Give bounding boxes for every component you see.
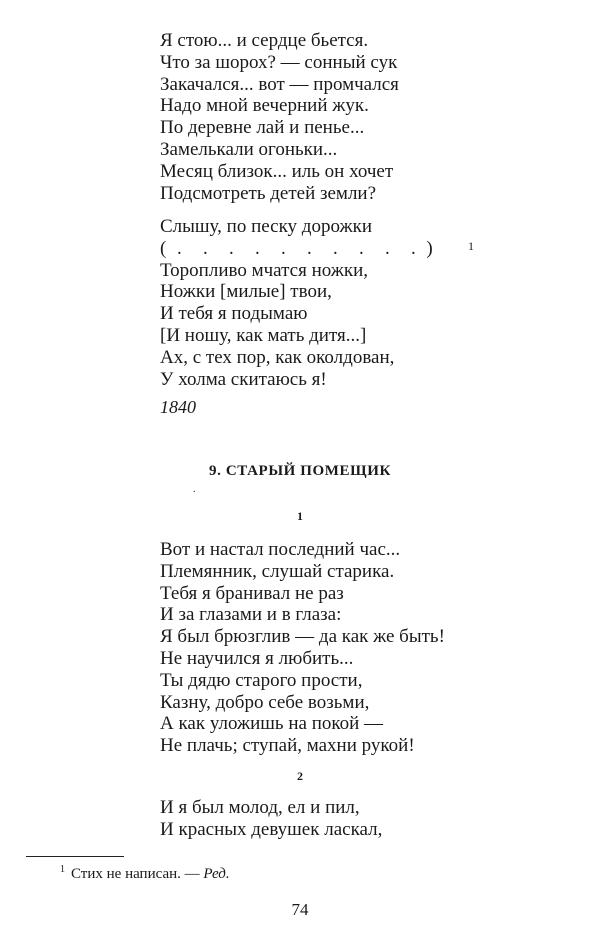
verse-line: И за глазами и в глаза: — [160, 604, 342, 626]
heading-mark: . — [193, 484, 196, 495]
verse-line: Вот и настал последний час... — [160, 539, 401, 560]
verse-line: Ножки [милые] твои, — [160, 281, 332, 303]
poem-heading — [0, 463, 600, 480]
omission-dot: . — [254, 237, 260, 259]
footnote-reference: 1 — [468, 238, 474, 253]
omission-dot: . — [176, 237, 182, 259]
verse-line: Надо мной вечерний жук. — [160, 95, 369, 117]
omission-dot: . — [228, 237, 234, 259]
verse-line: Племянник, слушай старика. — [160, 560, 395, 582]
verse-line: [И ношу, как мать дитя...] — [160, 324, 367, 346]
verse-line: Не плачь; ступай, махни рукой! — [160, 735, 415, 757]
poem-title: СТАРЫЙ ПОМЕЩИК — [225, 463, 391, 479]
omission-dot: . — [306, 237, 312, 259]
omission-dot: . — [280, 237, 286, 259]
verse-line: И я был молод, ел и пил, — [160, 797, 360, 818]
verse-line: Казну, добро себе возьми, — [160, 691, 370, 713]
verse-line: Слышу, по песку дорожки — [160, 216, 373, 237]
omission-dot: . — [384, 237, 390, 259]
verse-line: Замелькали огоньки... — [160, 138, 338, 160]
verse-line: Я стою... и сердце бьется. — [160, 30, 369, 51]
part-number: 2 — [297, 769, 303, 783]
footnote-divider — [26, 856, 124, 857]
verse-line: Ах, с тех пор, как околдован, — [160, 346, 395, 368]
verse-line: Тебя я бранивал не раз — [160, 582, 344, 604]
verse-line: А как уложишь на покой — — [160, 713, 384, 735]
verse-line: И красных девушек ласкал, — [160, 818, 383, 840]
part-2-verses — [160, 797, 382, 841]
poem-number: 9. — [209, 463, 222, 479]
stanza-2 — [160, 216, 474, 390]
footnote-editor-mark: Ред. — [203, 866, 230, 882]
verse-line: Месяц близок... иль он хочет — [160, 160, 394, 182]
part-1-verses — [160, 539, 445, 757]
verse-line: Я был брюзглив — да как же быть! — [160, 626, 445, 648]
omission-close-paren: ) — [426, 237, 433, 259]
omission-dot: . — [410, 237, 416, 259]
omission-dot: . — [358, 237, 364, 259]
omission-open-paren: ( — [160, 237, 167, 259]
footnote-text: Стих не написан. — — [71, 866, 204, 882]
footnote — [60, 864, 230, 883]
footnote-mark: 1 — [60, 864, 65, 875]
verse-line: И тебя я подымаю — [160, 303, 308, 325]
verse-line: У холма скитаюсь я! — [160, 368, 327, 390]
verse-line: Торопливо мчатся ножки, — [160, 259, 369, 281]
verse-line: Не научился я любить... — [160, 647, 354, 669]
verse-line: Ты дядю старого прости, — [160, 669, 363, 691]
stanza-1 — [160, 30, 399, 204]
verse-line: Подсмотреть детей земли? — [160, 182, 377, 204]
omission-dot: . — [332, 237, 338, 259]
verse-line: Закачался... вот — промчался — [160, 73, 399, 95]
verse-line: Что за шорох? — сонный сук — [160, 51, 398, 73]
page-number: 74 — [291, 900, 309, 919]
verse-line: По деревне лай и пенье... — [160, 117, 365, 139]
omitted-verse-line — [160, 237, 474, 260]
part-number: 1 — [297, 509, 303, 523]
poem-date: 1840 — [160, 397, 196, 417]
omission-dot: . — [202, 237, 208, 259]
